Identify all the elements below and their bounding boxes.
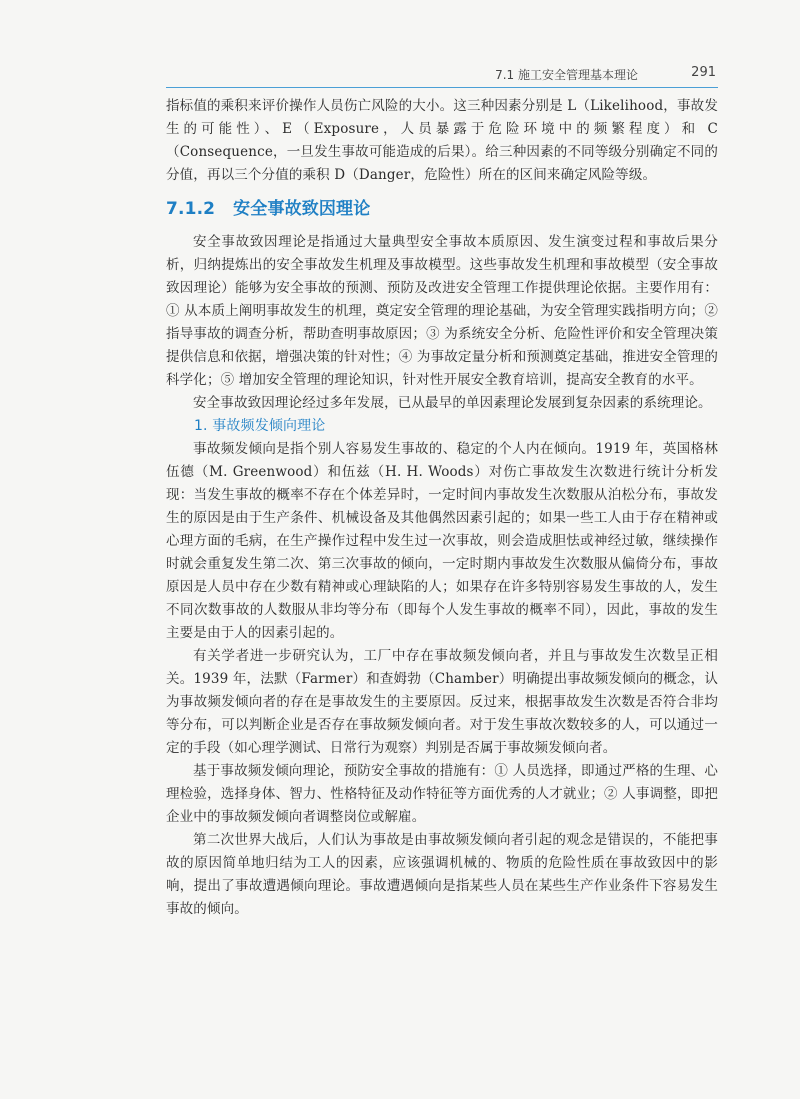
running-header-section: 7.1 施工安全管理基本理论 xyxy=(495,68,638,82)
paragraph-5: 基于事故频发倾向理论，预防安全事故的措施有：① 人员选择，即通过严格的生理、心理检验，选择身体、智力、性格特征及动作特征等方面优秀的人才就业；② 人事调整，即把企业中的事故频发倾向者调整岗位或解雇。 xyxy=(166,763,718,825)
subsection-heading: 1. 事故频发倾向理论 xyxy=(194,418,326,434)
intro-paragraph: 指标值的乘积来评价操作人员伤亡风险的大小。这三种因素分别是 L（Likelihood，事故发生的可能性）、E（Exposure，人员暴露于危险环境中的频繁程度）和 C（Consequence，一旦发生事故可能造成的后果）。给三种因素的不同等级分别确定不同的分值，再以三个分值的乘积 D（Danger，危险性）所在的区间来确定风险等级。 xyxy=(166,98,718,183)
section-heading xyxy=(166,196,718,222)
paragraph-3: 事故频发倾向是指个别人容易发生事故的、稳定的个人内在倾向。1919 年，英国格林伍德（M. Greenwood）和伍兹（H. H. Woods）对伤亡事故发生次数进行统计分析发现：当发生事故的概率不存在个体差异时，一定时间内事故发生次数服从泊松分布，事故发生的原因是由于生产条件、机械设备及其他偶然因素引起的；如果一些工人由于存在精神或心理方面的毛病，在生产操作过程中发生过一次事故，则会造成胆怯或神经过敏，继续操作时就会重复发生第二次、第三次事故的倾向，一定时期内事故发生次数服从偏倚分布，事故原因是人员中存在少数有精神或心理缺陷的人；如果存在许多特别容易发生事故的人，发生不同次数事故的人数服从非均等分布（即每个人发生事故的概率不同），因此，事故的发生主要是由于人的因素引起的。 xyxy=(166,441,718,641)
page-body xyxy=(166,95,718,921)
header-rule xyxy=(166,87,718,88)
running-header xyxy=(166,64,716,86)
paragraph-2: 安全事故致因理论经过多年发展，已从最早的单因素理论发展到复杂因素的系统理论。 xyxy=(193,395,712,411)
paragraph-6: 第二次世界大战后，人们认为事故是由事故频发倾向者引起的观念是错误的，不能把事故的原因简单地归结为工人的因素，应该强调机械的、物质的危险性质在事故致因中的影响，提出了事故遭遇倾向理论。事故遭遇倾向是指某些人员在某些生产作业条件下容易发生事故的倾向。 xyxy=(166,832,718,917)
paragraph-4: 有关学者进一步研究认为，工厂中存在事故频发倾向者，并且与事故发生次数呈正相关。1939 年，法默（Farmer）和查姆勃（Chamber）明确提出事故频发倾向的概念，认为事故频发倾向者的存在是事故发生的主要原因。反过来，根据事故发生次数是否符合非均等分布，可以判断企业是否存在事故频发倾向者。对于发生事故次数较多的人，可以通过一定的手段（如心理学测试、日常行为观察）判别是否属于事故频发倾向者。 xyxy=(166,648,718,756)
paragraph-1: 安全事故致因理论是指通过大量典型安全事故本质原因、发生演变过程和事故后果分析，归纳提炼出的安全事故发生机理及事故模型。这些事故发生机理和事故模型（安全事故致因理论）能够为安全事故的预测、预防及改进安全管理工作提供理论依据。主要作用有：① 从本质上阐明事故发生的机理，奠定安全管理的理论基础，为安全管理实践指明方向；② 指导事故的调查分析，帮助查明事故原因；③ 为系统安全分析、危险性评价和安全管理决策提供信息和依据，增强决策的针对性；④ 为事故定量分析和预测奠定基础，推进安全管理的科学化；⑤ 增加安全管理的理论知识，针对性开展安全教育培训，提高安全教育的水平。 xyxy=(166,234,718,388)
page-number: 291 xyxy=(691,65,716,80)
section-number: 7.1.2 xyxy=(166,199,216,219)
section-title: 安全事故致因理论 xyxy=(233,199,371,219)
